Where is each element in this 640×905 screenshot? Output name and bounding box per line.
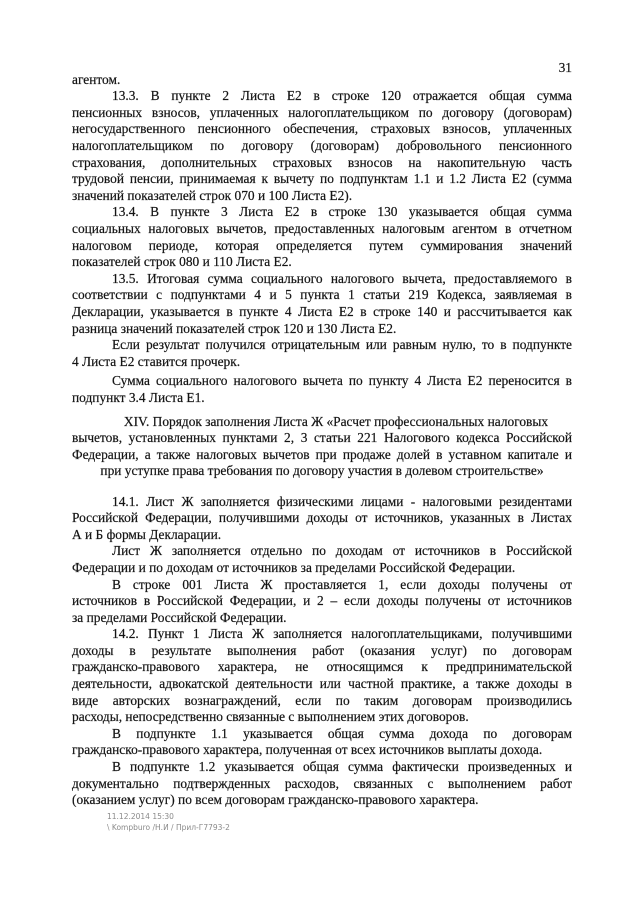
paragraph-14-2 [72,626,572,726]
text-line: пенсионных взносов, уплаченных налогоплательщиком по договору (договорам) [72,104,572,120]
text-line: деятельности, адвокатской деятельности или частной практике, а также доходы в [72,676,572,692]
paragraph-13-5 [72,271,572,337]
text-line: В подпункте 1.2 указывается общая сумма фактически произведенных и [112,759,572,775]
text-line: 14.1. Лист Ж заполняется физическими лицами - налоговыми резидентами [112,493,572,509]
text-line: разница значений показателей строк 120 и 130 Листа Е2. [72,320,397,336]
text-line: подпункт 3.4 Листа Е1. [72,389,205,405]
text-line: 13.4. В пункте 3 Листа Е2 в строке 130 указывается общая сумма [112,204,572,220]
paragraph-13-3 [72,88,572,204]
heading-line: вычетов, установленных пунктами 2, 3 статьи 221 Налогового кодекса Российской [72,430,572,446]
text-line: страхования, дополнительных страховых взносов на накопительную часть [72,154,572,170]
text-line: Если результат получился отрицательным или равным нулю, то в подпункте [112,337,572,353]
text-line: Российской Федерации, получившими доходы от источников, указанных в Листах [72,510,572,526]
text-line: соответствии с подпунктами 4 и 5 пункта 1 статьи 219 Кодекса, заявляемая в [72,287,572,303]
text-line: В подпункте 1.1 указывается общая сумма дохода по договорам [112,725,572,741]
text-line: трудовой пенсии, принимаемая к вычету по подпунктам 1.1 и 1.2 Листа Е2 (сумма [72,171,572,187]
text-line: 14.2. Пункт 1 Листа Ж заполняется налогоплательщиками, получившими [112,626,572,642]
text-line: налоговом периоде, которая определяется путем суммирования значений [72,237,572,253]
paragraph-subitem-1-2 [72,759,572,809]
print-file-reference: \ Kompburo /Н.И / Прил-Г7793-2 [107,822,230,832]
text-line: агентом. [72,71,121,87]
text-line: налогоплательщиком по договору (договорам) добровольного пенсионного [72,138,572,154]
document-body [72,72,572,809]
paragraph-continuation [72,72,572,89]
paragraph-negative-result [72,337,572,370]
page-number: 31 [558,59,572,75]
print-stamp [107,812,230,833]
paragraph-subitem-1-1 [72,726,572,759]
text-line: показателей строк 080 и 110 Листа Е2. [72,254,292,270]
text-line: гражданско-правового характера, полученная от всех источников выплаты дохода. [72,742,543,758]
text-line: Декларации, указывается в пункте 4 Листа Е2 в строке 140 и рассчитывается как [72,304,572,319]
text-line: за пределами Российской Федерации. [72,609,287,625]
text-line: гражданско-правового характера, не относящимся к предпринимательской [72,659,572,675]
text-line: 13.3. В пункте 2 Листа Е2 в строке 120 отражается общая сумма [112,88,572,104]
heading-line: Федерации, а также налоговых вычетов при продаже долей в уставном капитале и [72,446,572,462]
paragraph-13-4 [72,204,572,270]
heading-line: XIV. Порядок заполнения Листа Ж «Расчет профессиональных налоговых [123,413,549,429]
text-line: источников в Российской Федерации, и 2 – если доходы получены от источников [72,593,572,609]
text-line: Федерации и по доходам от источников за пределами Российской Федерации. [72,559,516,575]
paragraph-line-001 [72,577,572,627]
section-heading [72,414,572,480]
text-line: социальных налоговых вычетов, предоставленных налоговым агентом в отчетном [72,221,572,237]
text-line: документально подтвержденных расходов, связанных с выполнением работ [72,775,572,791]
text-line: Сумма социального налогового вычета по пункту 4 Листа Е2 переносится в [112,373,572,389]
text-line: Лист Ж заполняется отдельно по доходам от источников в Российской [112,543,572,559]
text-line: виде авторских вознаграждений, если по таким договорам производились [72,692,572,708]
text-line: А и Б формы Декларации. [72,526,222,542]
text-line: 13.5. Итоговая сумма социального налогового вычета, предоставляемого в [112,270,572,286]
paragraph-14-1 [72,494,572,544]
text-line: В строке 001 Листа Ж проставляется 1, если доходы получены от [112,576,572,592]
text-line: (оказанием услуг) по всем договорам гражданско-правового характера. [72,792,479,808]
paragraph-transfer [72,373,572,406]
text-line: 4 Листа Е2 ставится прочерк. [72,353,241,369]
text-line: расходы, непосредственно связанные с выполнением этих договоров. [72,709,469,725]
text-line: негосударственного пенсионного обеспечения, страховых взносов, уплаченных [72,121,572,137]
print-timestamp: 11.12.2014 15:30 [107,812,174,821]
heading-line: при уступке права требования по договору участия в долевом строительстве» [100,463,544,479]
text-line: значений показателей строк 070 и 100 Листа Е2). [72,187,353,203]
paragraph-separate-fill [72,543,572,576]
text-line: доходы в результате выполнения работ (оказания услуг) по договорам [72,642,572,658]
